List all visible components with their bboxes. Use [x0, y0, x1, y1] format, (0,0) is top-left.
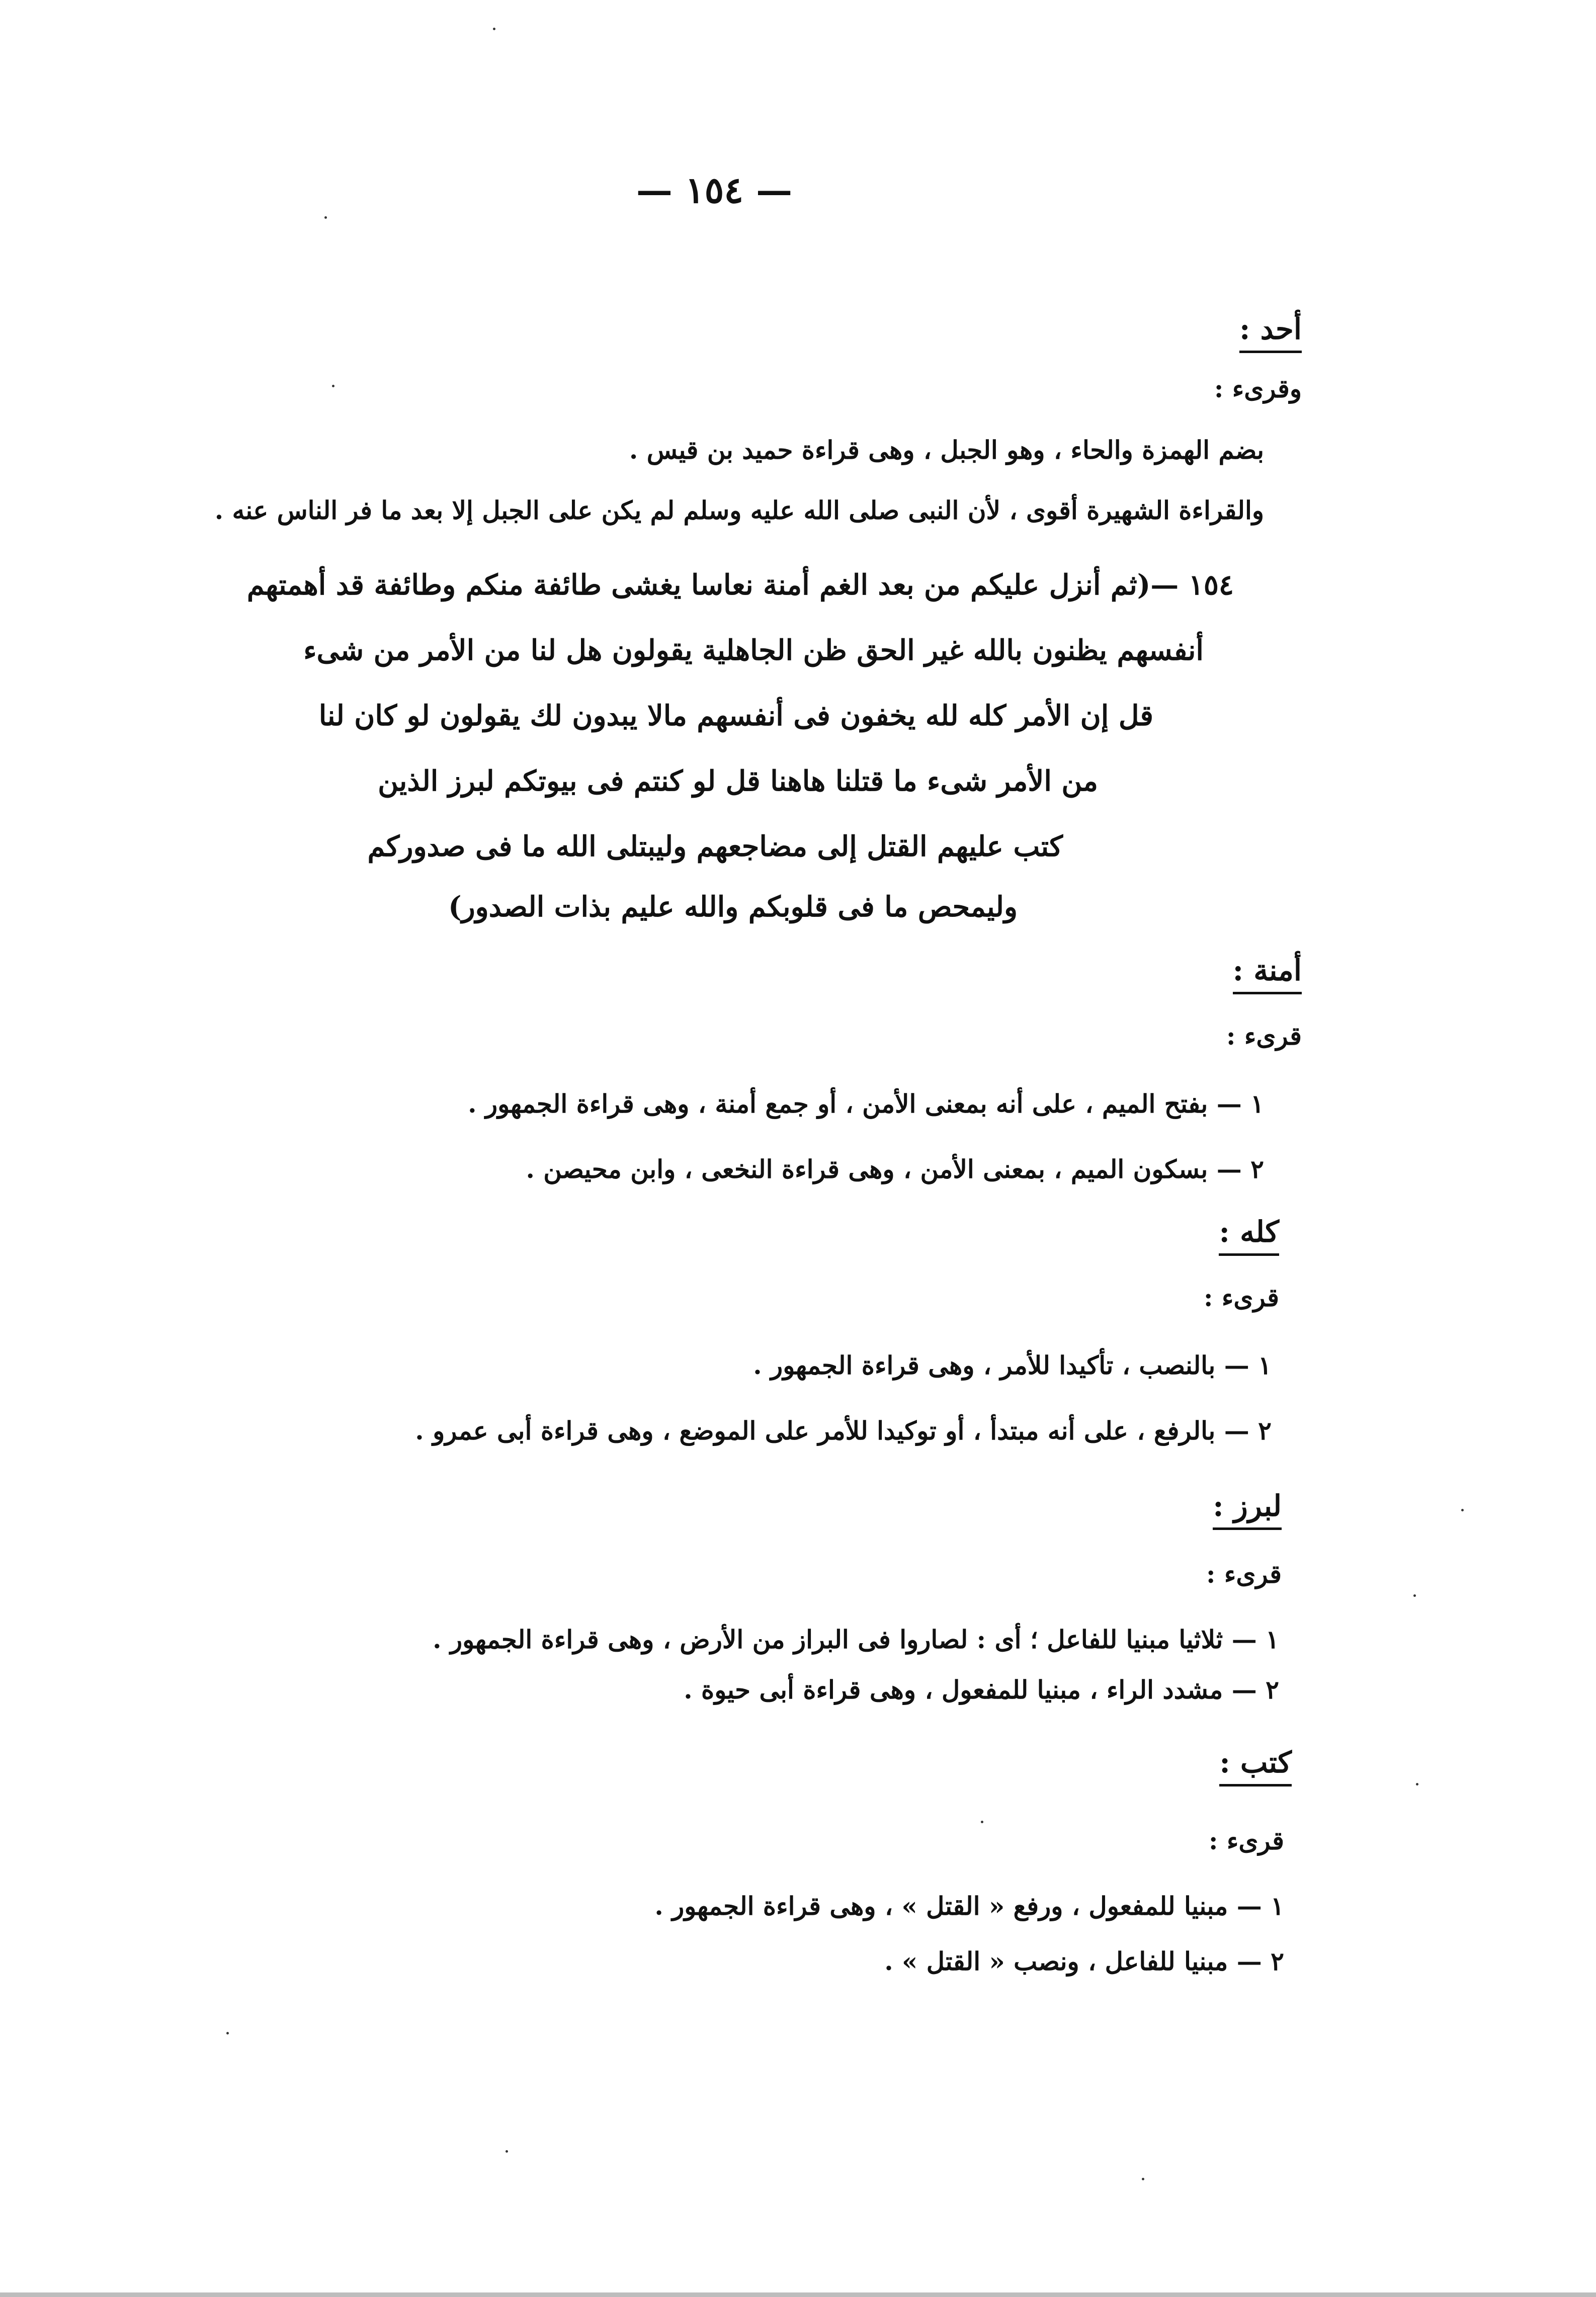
bottom-border: [0, 2292, 1596, 2297]
verse-line-2: أنفسهم يظنون بالله غير الحق ظن الجاهلية يقولون هل لنا من الأمر من شىء: [303, 634, 1204, 667]
amanah-reading-1: ١ — بفتح الميم ، على أنه بمعنى الأمن ، أو جمع أمنة ، وهى قراءة الجمهور .: [468, 1089, 1264, 1119]
scan-speck: [324, 216, 327, 219]
amanah-reading-2: ٢ — بسكون الميم ، بمعنى الأمن ، وهى قراءة النخعى ، وابن محيصن .: [526, 1154, 1264, 1184]
labaraza-reading-1: ١ — ثلاثيا مبنيا للفاعل ؛ أى : لصاروا فى البراز من الأرض ، وهى قراءة الجمهور .: [433, 1625, 1279, 1654]
word-heading-uhud: أحد :: [1239, 314, 1302, 353]
verse-line-6: وليمحص ما فى قلوبكم والله عليم بذات الصدور): [448, 890, 1018, 923]
scan-speck: [981, 1821, 983, 1823]
scan-speck: [506, 2150, 508, 2153]
scan-speck: [1461, 1509, 1464, 1511]
page-number: — ١٥٤ —: [636, 168, 793, 211]
labaraza-reading-2: ٢ — مشدد الراء ، مبنيا للمفعول ، وهى قراءة أبى حيوة .: [684, 1675, 1279, 1705]
scan-speck: [1413, 1594, 1416, 1597]
word-heading-amanah: أمنة :: [1233, 956, 1302, 994]
qurie-label-kulluhu: قرىء :: [1204, 1283, 1279, 1312]
qurie-label-kutiba: قرىء :: [1209, 1826, 1284, 1855]
verse-line-5: كتب عليهم القتل إلى مضاجعهم وليبتلى الله ما فى صدوركم: [367, 830, 1063, 863]
kutiba-reading-2: ٢ — مبنيا للفاعل ، ونصب « القتل » .: [884, 1946, 1284, 1976]
qurie-label-amanah: قرىء :: [1226, 1021, 1302, 1051]
verse-line-4: من الأمر شىء ما قتلنا هاهنا قل لو كنتم فى بيوتكم لبرز الذين: [378, 764, 1098, 798]
qurie-label-labaraza: قرىء :: [1206, 1559, 1282, 1589]
uhud-line-1: بضم الهمزة والحاء ، وهو الجبل ، وهى قراءة حميد بن قيس .: [629, 435, 1264, 465]
scan-speck: [1416, 1783, 1418, 1785]
scan-speck: [332, 385, 334, 387]
verse-line-3: قل إن الأمر كله لله يخفون فى أنفسهم مالا يبدون لك يقولون لو كان لنا: [318, 699, 1153, 732]
qurie-label-uhud: وقرىء :: [1214, 374, 1302, 403]
verse-line-1: ١٥٤ —(ثم أنزل عليكم من بعد الغم أمنة نعاسا يغشى طائفة منكم وطائفة قد أهمتهم: [246, 568, 1234, 602]
kulluhu-reading-1: ١ — بالنصب ، تأكيدا للأمر ، وهى قراءة الجمهور .: [753, 1350, 1272, 1380]
uhud-line-2: والقراءة الشهيرة أقوى ، لأن النبى صلى الله عليه وسلم لم يكن على الجبل إلا بعد ما فر الناس عنه .: [214, 495, 1264, 525]
word-heading-labaraza: لبرز :: [1213, 1491, 1282, 1530]
word-heading-kutiba: كتب :: [1219, 1748, 1292, 1786]
scan-speck: [1142, 2178, 1144, 2180]
kulluhu-reading-2: ٢ — بالرفع ، على أنه مبتدأ ، أو توكيدا للأمر على الموضع ، وهى قراءة أبى عمرو .: [415, 1416, 1272, 1445]
kutiba-reading-1: ١ — مبنيا للمفعول ، ورفع « القتل » ، وهى قراءة الجمهور .: [654, 1891, 1284, 1921]
scan-speck: [226, 2032, 229, 2034]
word-heading-kulluhu: كله :: [1219, 1217, 1279, 1256]
scan-speck: [493, 28, 495, 30]
